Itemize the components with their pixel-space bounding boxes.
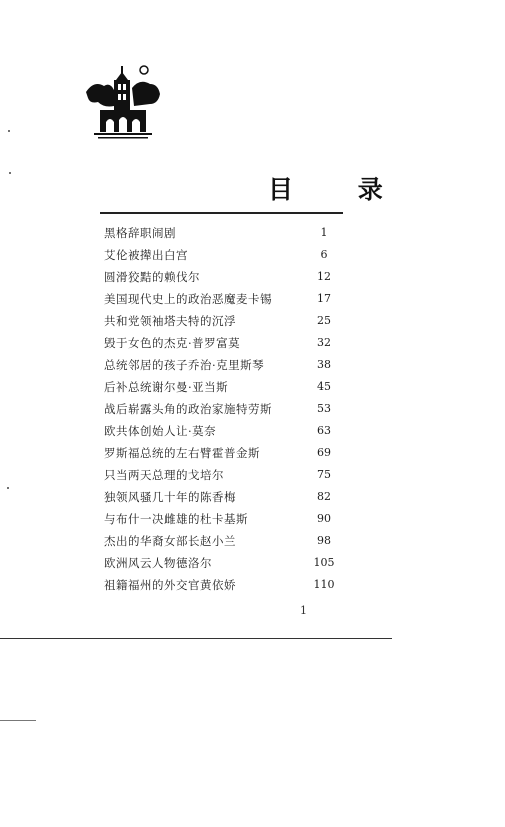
page-number: 1: [300, 604, 307, 617]
toc-entry-title: 欧洲风云人物德洛尔: [104, 556, 212, 570]
toc-entry-title: 总统邻居的孩子乔治·克里斯琴: [104, 358, 265, 372]
toc-entry-page: 32: [317, 336, 331, 349]
table-of-contents: [104, 222, 344, 596]
toc-entry-page: 75: [317, 468, 331, 481]
toc-entry: [104, 244, 344, 266]
toc-entry-title: 与布什一决雌雄的杜卡基斯: [104, 512, 248, 526]
toc-entry-title: 战后崭露头角的政治家施特劳斯: [104, 402, 272, 416]
margin-mark: [0, 720, 36, 721]
toc-entry: [104, 552, 344, 574]
toc-entry: [104, 486, 344, 508]
toc-entry-page: 53: [317, 402, 331, 415]
toc-entry: [104, 288, 344, 310]
toc-entry-page: 1: [320, 226, 328, 239]
toc-entry: [104, 354, 344, 376]
toc-entry-page: 110: [313, 578, 335, 591]
toc-entry-page: 98: [317, 534, 331, 547]
toc-entry: [104, 332, 344, 354]
toc-entry-page: 90: [317, 512, 331, 525]
toc-entry: [104, 442, 344, 464]
toc-entry-page: 105: [313, 556, 335, 569]
toc-entry: [104, 420, 344, 442]
bottom-rule: [0, 638, 392, 639]
toc-entry: [104, 464, 344, 486]
toc-entry-title: 后补总统谢尔曼·亚当斯: [104, 380, 229, 394]
toc-entry-title: 只当两天总理的戈培尔: [104, 468, 224, 482]
toc-entry-title: 独领风骚几十年的陈香梅: [104, 490, 236, 504]
toc-entry-page: 45: [317, 380, 331, 393]
scan-speck: [9, 172, 11, 174]
toc-entry-title: 杰出的华裔女部长赵小兰: [104, 534, 236, 548]
toc-entry-title: 罗斯福总统的左右臂霍普金斯: [104, 446, 260, 460]
toc-entry-title: 圆滑狡黠的赖伐尔: [104, 270, 200, 284]
toc-entry-page: 69: [317, 446, 331, 459]
toc-entry: [104, 222, 344, 244]
scan-speck: [8, 130, 10, 132]
toc-entry-title: 共和党领袖塔夫特的沉浮: [104, 314, 236, 328]
toc-entry-title: 美国现代史上的政治恶魔麦卡锡: [104, 292, 272, 306]
toc-entry: [104, 508, 344, 530]
toc-entry-page: 63: [317, 424, 331, 437]
toc-entry: [104, 530, 344, 552]
toc-entry-title: 毁于女色的杰克·普罗富莫: [104, 336, 241, 350]
scan-speck: [7, 487, 9, 489]
toc-entry: [104, 310, 344, 332]
toc-entry: [104, 398, 344, 420]
page-title: 目 录: [268, 175, 411, 204]
toc-entry-title: 黑格辞职闹剧: [104, 226, 176, 240]
toc-entry: [104, 574, 344, 596]
toc-entry-title: 艾伦被撵出白宫: [104, 248, 188, 262]
toc-entry: [104, 376, 344, 398]
toc-entry-page: 6: [320, 248, 328, 261]
toc-entry-page: 82: [317, 490, 331, 503]
toc-entry-title: 祖籍福州的外交官黄依娇: [104, 578, 236, 592]
church-tower-emblem-icon: [84, 62, 162, 140]
toc-entry-title: 欧共体创始人让·莫奈: [104, 424, 217, 438]
title-divider: [100, 212, 343, 214]
toc-entry-page: 38: [317, 358, 331, 371]
toc-entry-page: 12: [317, 270, 331, 283]
toc-entry-page: 25: [317, 314, 331, 327]
toc-entry-page: 17: [317, 292, 331, 305]
toc-entry: [104, 266, 344, 288]
